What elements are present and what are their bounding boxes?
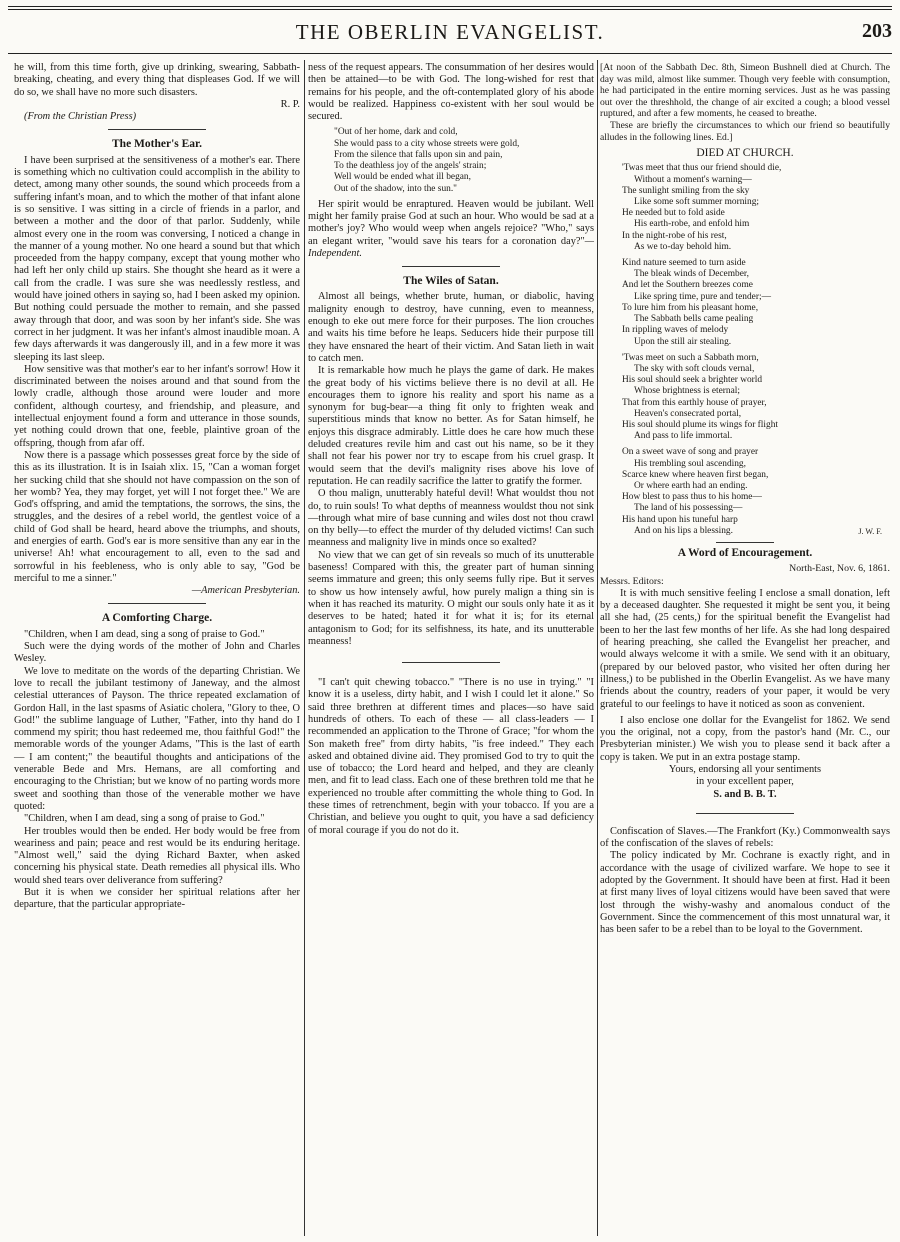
- salutation: Messrs. Editors:: [600, 575, 664, 587]
- separator: [108, 603, 205, 604]
- column-divider-2: [597, 60, 598, 1236]
- article-title-wiles-of-satan: The Wiles of Satan.: [403, 275, 499, 288]
- poem-line: Whose brightness is eternal;: [634, 386, 740, 397]
- article-title-word-of-encouragement: A Word of Encouragement.: [677, 546, 813, 559]
- column-1: [14, 62, 300, 912]
- poem-line: The land of his possessing—: [634, 503, 743, 514]
- paragraph: It is remarkable how much he plays the game of dark. He makes the great body of his victims believe there is no devil at all. He encourages them to ignore his reality and sport his name as a synonym for bug-bear—a thing fit only to frighten weak and superstitious minds that know no better. As for Satan himself, he enjoys this disgrace admirably. Little does he care how much these deluded creatures revile him and cast out his name, so be it they shall not fear his power nor try to escape from his cruel grasp. It would seem that the devil's malignity rises above his love of reputation. He can readily sacrifice the latter to gratify the former.: [308, 365, 594, 487]
- letter-signature: S. and B. B. T.: [713, 788, 777, 800]
- poem-stanza: [622, 447, 890, 537]
- poem-line: And pass to life immortal.: [634, 431, 733, 442]
- separator: [716, 542, 774, 543]
- poem-line: Upon the still air stealing.: [634, 336, 732, 347]
- quoted-poem: [334, 127, 594, 194]
- column-2: [308, 62, 594, 837]
- poem-line: She would pass to a city whose streets were gold,: [334, 138, 520, 149]
- poem-line: Kind nature seemed to turn aside: [622, 258, 746, 269]
- paragraph: Now there is a passage which possesses great force by the side of this as its illustration. It is in Isaiah xlix. 15, "Can a woman forget her sucking child that she should not have compassion on the son of her womb? Yea, they may forget, yet will I not forget thee." We are God's offspring, and amid the temptations, the sorrows, the sins, the struggles, and the desires of a rebel world, the gentlest voice of a child of God shall be heard, heard above the triumphs, and shouts, and energies of earth. God's ear is more sensitive than any ear in the universe! Ah! what encouragement to all, even to the sad and sorrowful in his feebleness, who is only able to say, "God be merciful to me a sinner.": [14, 449, 300, 584]
- paragraph: "I can't quit chewing tobacco." "There is no use in trying." "I know it is a useless, dirty habit, and I wish I could let it alone." So said three brethren at different times and places—so have said hundreds of others. To each of these — all class-leaders — I recommended an application to the Throne of Grace; "for whom the Son maketh free" from dirty habits, "is free indeed." They each asked and obtained divine aid. They promised God to try to quit the use of tobacco; the Lord heard and helped, and they are cleanly men, and fit to lead class. Each one of these brethren told me that he experienced no trouble after committing the whole thing to God. In these times of retrenchment, begin with your tobacco. If you are a Christian, and believe you ought to quit, you have a sad deficiency of moral courage if you do not do it.: [308, 677, 594, 836]
- poem-line: In the night-robe of his rest,: [622, 230, 727, 241]
- separator: [402, 266, 499, 267]
- poem-line: 'Twas meet on such a Sabbath morn,: [622, 352, 759, 363]
- editor-signature: Ed.]: [716, 131, 733, 143]
- article-source: —American Presbyterian.: [191, 585, 300, 597]
- newspaper-title: THE OBERLIN EVANGELIST.: [295, 20, 605, 44]
- poem-line: Scarce knew where heaven first began,: [622, 469, 769, 480]
- column-divider-1: [304, 60, 305, 1236]
- poem-stanza: [622, 163, 890, 253]
- poem-line: Like spring time, pure and tender;—: [634, 291, 771, 302]
- poem-signature: J. W. F.: [858, 526, 882, 536]
- poem-line: "Out of her home, dark and cold,: [334, 127, 458, 138]
- fragment-signature: R. P.: [280, 98, 300, 110]
- closing-line: in your excellent paper,: [696, 776, 794, 788]
- poem-title-died-at-church: DIED AT CHURCH.: [696, 147, 794, 160]
- poem-line: Heaven's consecrated portal,: [634, 408, 742, 419]
- poem-line: His soul should seek a brighter world: [622, 375, 763, 386]
- column-3: [600, 62, 890, 937]
- fragment-source: (From the Christian Press): [24, 111, 137, 123]
- continued-fragment: he will, from this time forth, give up drinking, swearing, Sabbath-breaking, cheating, and every thing that displeases God. If we will do so, we shall have no more such disasters.: [14, 62, 300, 98]
- paragraph: Almost all beings, whether brute, human, or diabolic, having malignity enough to destroy, have cunning, even to meanness, enough to eke out mere force for their purposes. The lion crouches and waits his time before he leaps. Seducers hide their purpose till they have ensnared the heart of their victim. And Satan lieth in wait to catch men.: [308, 291, 594, 364]
- paragraph: Confiscation of Slaves.—The Frankfort (Ky.) Commonwealth says of the confiscation of the slaves of rebels:: [600, 825, 890, 850]
- poem-line-text: And on his lips a blessing.: [634, 525, 733, 536]
- poem-line: As we to-day behold him.: [634, 241, 732, 252]
- dateline: North-East, Nov. 6, 1861.: [789, 563, 890, 575]
- poem-line: His earth-robe, and enfold him: [634, 219, 750, 230]
- paragraph: It is with much sensitive feeling I enclose a small donation, left by a deceased daughter. She requested it might be sent you, it being all she had, (25 cents,) for the spiritual benefit the Evangelist had been to her the last few months of her life. As she had long despaired of hearing preaching, she called the Evangelist her preacher, and would always welcome it with a smile. We send with it an obituary, (prepared by our beloved pastor, who visited her often during her illness,) to be published in the Oberlin Evangelist. As we have many friends about the country, readers of your paper, it would be very grateful to our feelings to have it noticed as soon as convenient.: [600, 587, 890, 710]
- paragraph-text: Her spirit would be enraptured. Heaven would be jubilant. Well might her family praise God at such an hour. Who would be sad at a mother's joy? Who would weep when angels rejoice? "Who," says an elegant writer, "would save his tears for a coronation day?": [308, 198, 594, 247]
- poem-line: To the deathless joy of the angels' strain;: [334, 161, 487, 172]
- poem-line: That from this earthly house of prayer,: [622, 397, 767, 408]
- poem-line: And let the Southern breezes come: [622, 280, 753, 291]
- poem-line: In rippling waves of melody: [622, 325, 729, 336]
- paragraph: [308, 199, 594, 260]
- paragraph: How sensitive was that mother's ear to her infant's sorrow! How it discriminated between the noises around and that sound from the lowly cradle, although those around were louder and more confident, although courtesy, and friendship, and pleasure, and intellectual enjoyment found a form and utterance in those sounds, yet nothing could drown that one, feeble, plaintive groan of the offspring, though from afar off.: [14, 363, 300, 449]
- paragraph: "Children, when I am dead, sing a song of praise to God.": [24, 628, 265, 640]
- article-title-mothers-ear: The Mother's Ear.: [112, 138, 202, 151]
- editorial-note: [600, 62, 890, 143]
- poem-line: Or where earth had an ending.: [634, 480, 748, 491]
- poem-line: He needed but to fold aside: [622, 208, 725, 219]
- separator: [108, 129, 205, 130]
- poem-line: [622, 526, 890, 537]
- poem-line: To lure him from his pleasant home,: [622, 302, 759, 313]
- poem-line: Out of the shadow, into the sun.": [334, 183, 457, 194]
- poem-line: The Sabbath bells came pealing: [634, 314, 754, 325]
- paragraph: O thou malign, unutterably hateful devil! What wouldst thou not do, to ruin souls! To what depths of meanness wouldst thou not sink—through what mire of base cunning and wiles dost not thou crawl on thy belly—to effect the murder of thy deluded victims! Can such meanness and malignity live in minds once so exalted?: [308, 488, 594, 549]
- separator: [402, 662, 499, 663]
- paragraph: Her troubles would then be ended. Her body would be free from weariness and pain; peace and rest would be its enduring heritage. "Almost well," said the dying Richard Baxter, when asked concerning his physical state. Death remedies all physical ills. Who would shed tears over deliverance from suffering?: [14, 825, 300, 886]
- paragraph: We love to meditate on the words of the departing Christian. We love to recall the jubilant testimony of Janeway, and the almost celestial utterances of Payson. The thrice repeated exclamation of Gordon Hall, in the last spasms of Asiatic cholera, "Glory to thee, O God!" the sublime language of Luther, "Father, into thy hand do I commend my spirit; thou hast redeemed me, thou faithful God!" the memorable words of the younger Adams, "This is the last of earth — I am content;" the beautiful thoughts and anticipations of the venerable Bede and Mrs. Hemans, are all comforting and encouraging to the Christian; but we know of no parting words more sweet and soothing than those of the venerable mother we have quoted:: [14, 665, 300, 812]
- header-rule: [8, 53, 892, 54]
- poem-line: Like some soft summer morning;: [634, 197, 759, 208]
- continued-fragment: ness of the request appears. The consummation of her desires would then be attained—to be with God. The long-wished for rest that remains for his people, and the oft-contemplated glory of his abode would be realized. Happiness co-existent with her soul would be secured.: [308, 62, 594, 123]
- poem-stanza: [622, 258, 890, 348]
- poem-died-at-church: [622, 163, 890, 537]
- paragraph: Such were the dying words of the mother of John and Charles Wesley.: [14, 641, 300, 665]
- article-source: —Independent.: [308, 235, 594, 259]
- closing-line: Yours, endorsing all your sentiments: [668, 764, 822, 775]
- paragraph: I have been surprised at the sensitiveness of a mother's ear. There is something which no cultivation could accomplish in the ability to detect, among many other sounds, the sound which proceeds from a suffering infant's moan, and to which the mother of that infant alone is so sensitive. I was sitting in a circle of friends in a parlor, and between a mother and the door of that parlor. Suddenly, while almost every one in the room was conversing, I noticed a change in the manner of a young mother. No one heard a sound but that which proceeded from the happy company, except that young mother who had left her only child up stairs. She thought she heard as it were a call from the cradle. I was sure she was needlessly restless, and would have joined others in saying so, had I been asked my opinion. But nothing could persuade the mother to remain, and she passed away through that door, and was soon by her infant's side. She was correct in her judgment. It was her infant's almost inaudible moan. A few days afterwards it was dangerously ill, and in a few more it was sleeping its last sleep.: [14, 154, 300, 363]
- poem-line: The sky with soft clouds vernal,: [634, 363, 755, 374]
- page-number: 203: [862, 20, 892, 42]
- top-double-rule-outer: [8, 6, 892, 7]
- poem-line: His trembling soul ascending,: [634, 458, 746, 469]
- poem-line: 'Twas meet that thus our friend should die,: [622, 163, 782, 174]
- note-paragraph: [600, 120, 890, 143]
- note-text: These are briefly the circumstances to which our friend so beautifully alludes in the following lines.: [600, 119, 890, 143]
- poem-line: The bleak winds of December,: [634, 269, 749, 280]
- poem-line: On a sweet wave of song and prayer: [622, 447, 759, 458]
- top-double-rule-inner: [8, 9, 892, 10]
- poem-line: His soul should plume its wings for flight: [622, 419, 778, 430]
- poem-stanza: [622, 353, 890, 443]
- paragraph: But it is when we consider her spiritual relations after her departure, that the particular appropriate-: [14, 887, 300, 911]
- poem-line: From the silence that falls upon sin and pain,: [334, 149, 503, 160]
- poem-line: The sunlight smiling from the sky: [622, 185, 750, 196]
- note-paragraph: [At noon of the Sabbath Dec. 8th, Simeon Bushnell died at Church. The day was mild, almost like summer. Though very feeble with consumption, he had participated in the entire morning services. Just as he was passing out over the threshhold, the change of air excited a cough; a blood vessel ruptured, and after a few moments, he ceased to breathe.: [600, 62, 890, 120]
- poem-line: His hand upon his tuneful harp: [622, 514, 738, 525]
- paragraph: "Children, when I am dead, sing a song of praise to God.": [24, 813, 265, 825]
- article-title-comforting-charge: A Comforting Charge.: [101, 612, 213, 625]
- poem-line: Well would be ended what ill began,: [334, 172, 471, 183]
- paragraph: The policy indicated by Mr. Cochrane is exactly right, and in accordance with the usage of civilized warfare. We hope to see it adopted by the Government. It should have been at first. Had it been at first many lives of loyal citizens would have been saved that were lost through the wishy-washy and anomalous conduct of the Government. Since the commencement of this most unnatural war, it has been safer to be a rebel than to be loyal to the Government.: [600, 850, 890, 936]
- paragraph: No view that we can get of sin reveals so much of its unutterable baseness! Compared with this, the greater part of human sinning seems immature and green; this only seems fully ripe. But it serves to show us how intensely awful, how purely malign a thing sin is when it has reached its maturity. O might our souls only hate it as it deserves to be hated; hated it for what it is; for its eternal antagonism to God; for its selfishness, its hate, and its unutterable meanness!: [308, 549, 594, 647]
- poem-line: How blest to pass thus to his home—: [622, 492, 762, 503]
- paragraph: I also enclose one dollar for the Evangelist for 1862. We send you the original, not a copy, from the pastor's hand (Mr. C., our Presbyterian minister.) We wish you to please send it back after a copy is taken. We put in an extra postage stamp.: [600, 714, 890, 763]
- separator: [696, 813, 795, 814]
- page-header: [8, 20, 892, 48]
- poem-line: Without a moment's warning—: [634, 174, 752, 185]
